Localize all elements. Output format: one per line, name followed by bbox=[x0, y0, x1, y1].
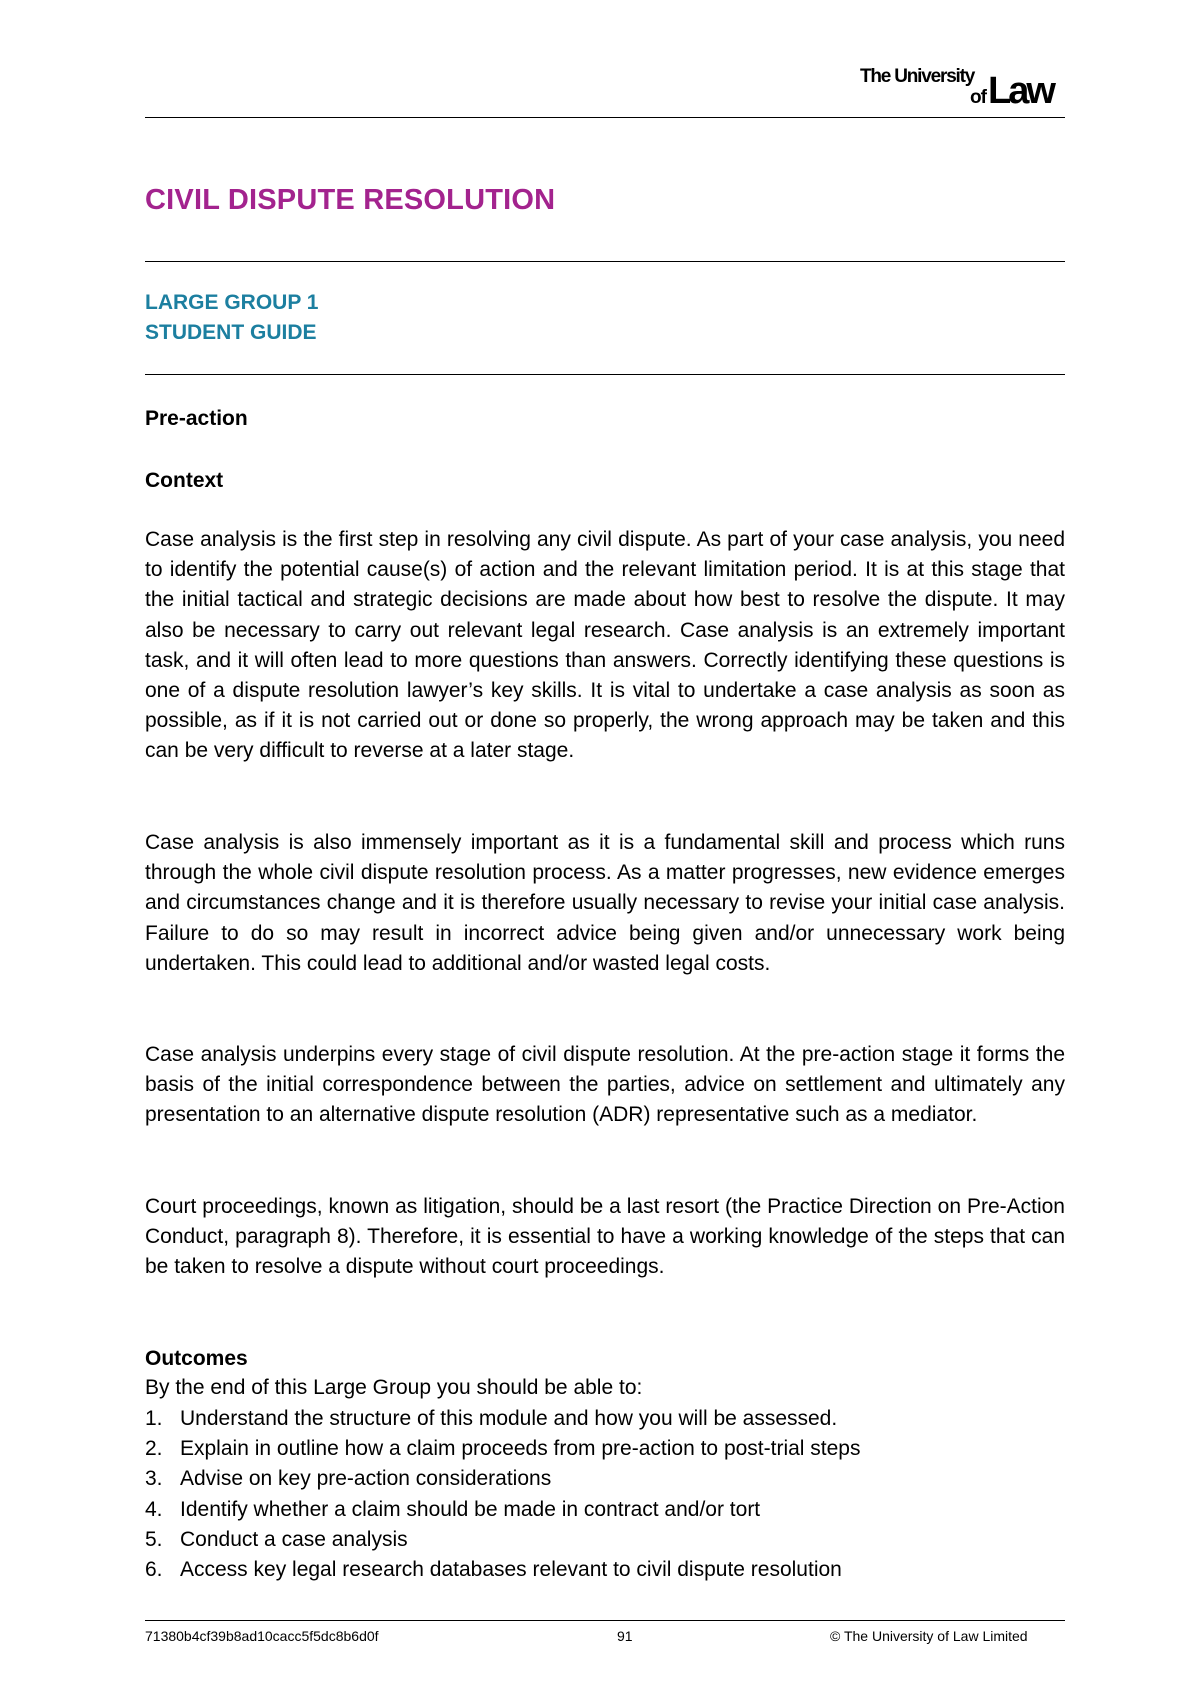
list-item bbox=[145, 1404, 1065, 1434]
list-item-number: 6. bbox=[145, 1557, 163, 1581]
list-item-text: Explain in outline how a claim proceeds from pre-action to post-trial steps bbox=[180, 1437, 861, 1461]
list-item bbox=[145, 1525, 1065, 1555]
header-rule bbox=[145, 117, 1065, 118]
title-rule bbox=[145, 261, 1065, 262]
list-item-number: 2. bbox=[145, 1437, 163, 1461]
list-item-number: 3. bbox=[145, 1467, 163, 1491]
university-logo bbox=[860, 66, 1065, 112]
document-title: CIVIL DISPUTE RESOLUTION bbox=[145, 184, 556, 216]
subtitle-rule bbox=[145, 374, 1065, 375]
paragraph-2: Case analysis is also immensely important as it is a fundamental skill and process which runs through the whole civil dispute resolution process. As a matter progresses, new evidence emerges and circumstances change and it is therefore usually necessary to revise your initial case analysis. Failure to do so may result in incorrect advice being given and/or unnecessary work being undertaken. This could lead to additional and/or wasted legal costs. bbox=[145, 831, 1065, 975]
footer-page-number: 91 bbox=[617, 1628, 633, 1644]
logo-line1: The University bbox=[860, 66, 975, 87]
list-item-text: Understand the structure of this module and how you will be assessed. bbox=[180, 1407, 838, 1430]
list-item-number: 4. bbox=[145, 1497, 163, 1521]
subtitle-line2: STUDENT GUIDE bbox=[145, 321, 317, 344]
list-item-text: Advise on key pre-action considerations bbox=[180, 1467, 552, 1491]
footer-copyright: © The University of Law Limited bbox=[830, 1628, 1028, 1644]
list-item-number: 5. bbox=[145, 1527, 163, 1551]
list-item-text: Access key legal research databases relevant to civil dispute resolution bbox=[180, 1557, 842, 1581]
paragraph-1: Case analysis is the first step in resolving any civil dispute. As part of your case analysis, you need to identify the potential cause(s) of action and the relevant limitation period. It is at this stage that the initial tactical and strategic decisions are made about how best to resolve the dispute. It may also be necessary to carry out relevant legal research. Case analysis is an extremely important task, and it will often lead to more questions than answers. Correctly identifying these questions is one of a dispute resolution lawyer’s key skills. It is vital to undertake a case analysis as soon as possible, as if it is not carried out or done so properly, the wrong approach may be taken and this can be very difficult to reverse at a later stage. bbox=[145, 528, 1065, 763]
paragraph-3: Case analysis underpins every stage of civil dispute resolution. At the pre-action stage it forms the basis of the initial correspondence between the parties, advice on settlement and ultimately any presentation to an alternative dispute resolution (ADR) representative such as a mediator. bbox=[145, 1043, 1065, 1127]
outcomes-intro: By the end of this Large Group you should be able to: bbox=[145, 1376, 643, 1399]
paragraph-4: Court proceedings, known as litigation, should be a last resort (the Practice Direction on Pre-Action Conduct, paragraph 8). Therefore, it is essential to have a working knowledge of the steps that can be taken to resolve a dispute without court proceedings. bbox=[145, 1195, 1065, 1279]
footer-doc-id: 71380b4cf39b8ad10cacc5f5dc8b6d0f bbox=[145, 1628, 379, 1644]
outcomes-heading: Outcomes bbox=[145, 1347, 248, 1370]
subtitle-line1: LARGE GROUP 1 bbox=[145, 291, 319, 314]
logo-of: of bbox=[970, 87, 986, 108]
list-item bbox=[145, 1555, 1065, 1585]
context-heading: Context bbox=[145, 469, 224, 492]
list-item-number: 1. bbox=[145, 1407, 163, 1430]
list-item-text: Conduct a case analysis bbox=[180, 1527, 408, 1551]
list-item-text: Identify whether a claim should be made in contract and/or tort bbox=[180, 1497, 761, 1521]
list-item bbox=[145, 1434, 1065, 1464]
section-heading: Pre-action bbox=[145, 407, 248, 430]
list-item bbox=[145, 1464, 1065, 1494]
outcomes-list bbox=[145, 1404, 1065, 1585]
list-item bbox=[145, 1495, 1065, 1525]
logo-law: Law bbox=[988, 70, 1053, 112]
footer-rule bbox=[145, 1620, 1065, 1621]
